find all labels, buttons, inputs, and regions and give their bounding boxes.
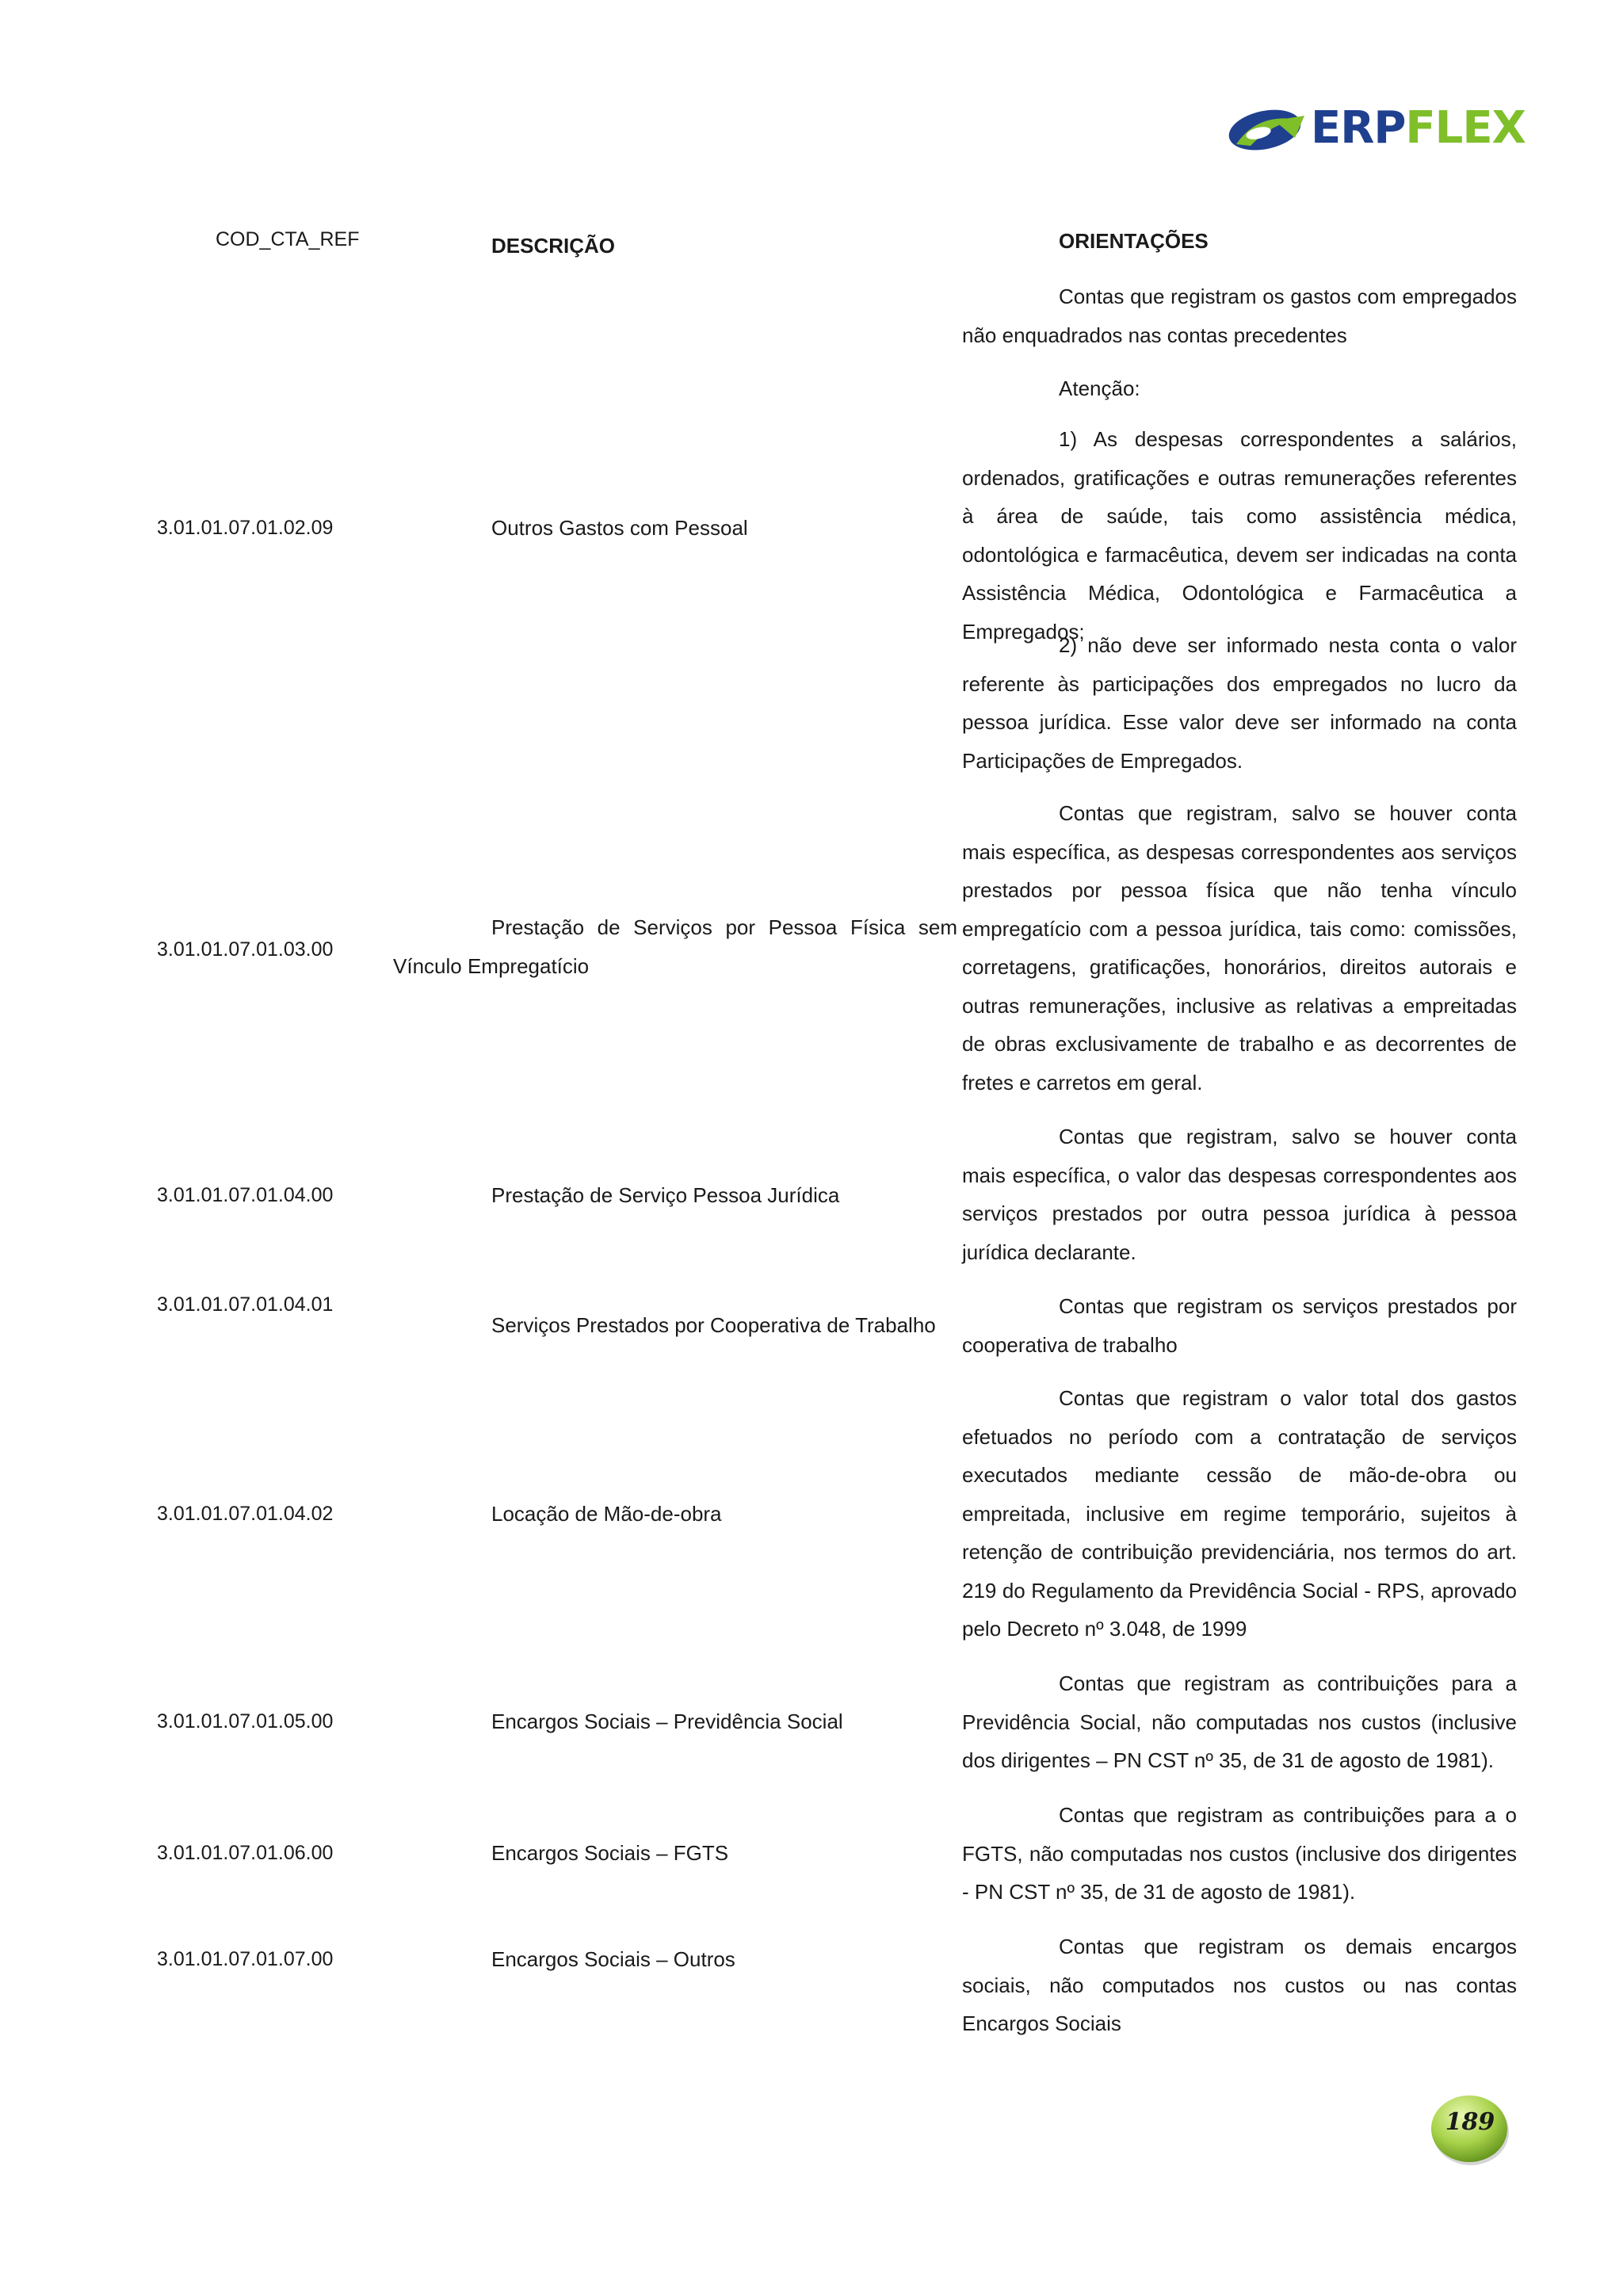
row-guidance-paragraph: 2) não deve ser informado nesta conta o valor referente às participações dos empregados no lucro da pessoa jurídica. Esse valor deve ser informado na conta Participações de Empregados. [962, 633, 1517, 773]
row-guidance-paragraph: 1) As despesas correspondentes a salários, ordenados, gratificações e outras remunerações referentes à área de saúde, tais como assistência médica, odontológica e farmacêutica, devem ser indicadas na conta Assistência Médica, Odontológica e Farmacêutica a Empregados; [962, 427, 1517, 644]
row-code: 3.01.01.07.01.07.00 [157, 1948, 334, 1970]
erpflex-logo [1227, 97, 1526, 160]
row-guidance-paragraph: Contas que registram as contribuições para a Previdência Social, não computadas nos custos (inclusive dos dirigentes – PN CST nº 35, de 31 de agosto de 1981). [962, 1671, 1517, 1772]
row-guidance-paragraph: Contas que registram os demais encargos sociais, não computados nos custos ou nas contas Encargos Sociais [962, 1935, 1517, 2035]
row-description: Encargos Sociais – Outros [491, 1947, 735, 1971]
row-guidance-paragraph: Contas que registram os gastos com empregados não enquadrados nas contas precedentes [962, 285, 1517, 347]
column-header-code: COD_CTA_REF [216, 228, 360, 250]
page-number-badge [1430, 2091, 1510, 2167]
column-header-description: DESCRIÇÃO [491, 234, 616, 258]
row-guidance-paragraph: Contas que registram os serviços prestados por cooperativa de trabalho [962, 1294, 1517, 1357]
row-guidance-paragraph: Contas que registram, salvo se houver conta mais específica, as despesas correspondentes aos serviços prestados por pessoa física que não tenha vínculo empregatício com a pessoa jurídica, tais como: comissões, corretagens, gratificações, honorários, direitos autorais e outras remunerações, inclusive as relativas a empreitadas de obras exclusivamente de trabalho e as decorrentes de fretes e carretos em geral. [962, 801, 1517, 1095]
row-description: Encargos Sociais – FGTS [491, 1841, 729, 1865]
row-code: 3.01.01.07.01.04.02 [157, 1503, 334, 1525]
row-description: Prestação de Serviço Pessoa Jurídica [491, 1183, 840, 1207]
page-number: 189 [1445, 2108, 1495, 2136]
logo-flex-text: FLEX [1405, 102, 1526, 154]
row-code: 3.01.01.07.01.04.01 [157, 1293, 334, 1316]
row-description: Encargos Sociais – Previdência Social [491, 1710, 843, 1733]
row-code: 3.01.01.07.01.03.00 [157, 938, 334, 961]
row-description: Serviços Prestados por Cooperativa de Trabalho [491, 1313, 936, 1337]
row-guidance-paragraph: Atenção: [1059, 376, 1140, 400]
logo-erp-text: ERP [1311, 102, 1406, 154]
row-description: Outros Gastos com Pessoal [491, 516, 748, 540]
row-guidance-paragraph: Contas que registram, salvo se houver conta mais específica, o valor das despesas correspondentes aos serviços prestados por outra pessoa jurídica à pessoa jurídica declarante. [962, 1125, 1517, 1264]
row-code: 3.01.01.07.01.06.00 [157, 1842, 334, 1864]
row-description: Locação de Mão-de-obra [491, 1502, 722, 1526]
logo-swoosh-icon [1227, 97, 1309, 160]
row-description: Prestação de Serviços por Pessoa Física sem Vínculo Empregatício [393, 915, 957, 978]
logo-wordmark [1311, 100, 1526, 157]
row-code: 3.01.01.07.01.05.00 [157, 1710, 334, 1733]
row-code: 3.01.01.07.01.04.00 [157, 1184, 334, 1206]
row-code: 3.01.01.07.01.02.09 [157, 517, 334, 539]
column-header-guidance: ORIENTAÇÕES [1059, 229, 1209, 253]
row-guidance-paragraph: Contas que registram o valor total dos gastos efetuados no período com a contratação de serviços executados mediante cessão de mão-de-obra ou empreitada, inclusive em regime temporário, sujeitos à retenção de contribuição previdenciária, nos termos do art. 219 do Regulamento da Previdência Social - RPS, aprovado pelo Decreto nº 3.048, de 1999 [962, 1386, 1517, 1641]
row-guidance-paragraph: Contas que registram as contribuições para a o FGTS, não computadas nos custos (inclusive dos dirigentes - PN CST nº 35, de 31 de agosto de 1981). [962, 1803, 1517, 1904]
